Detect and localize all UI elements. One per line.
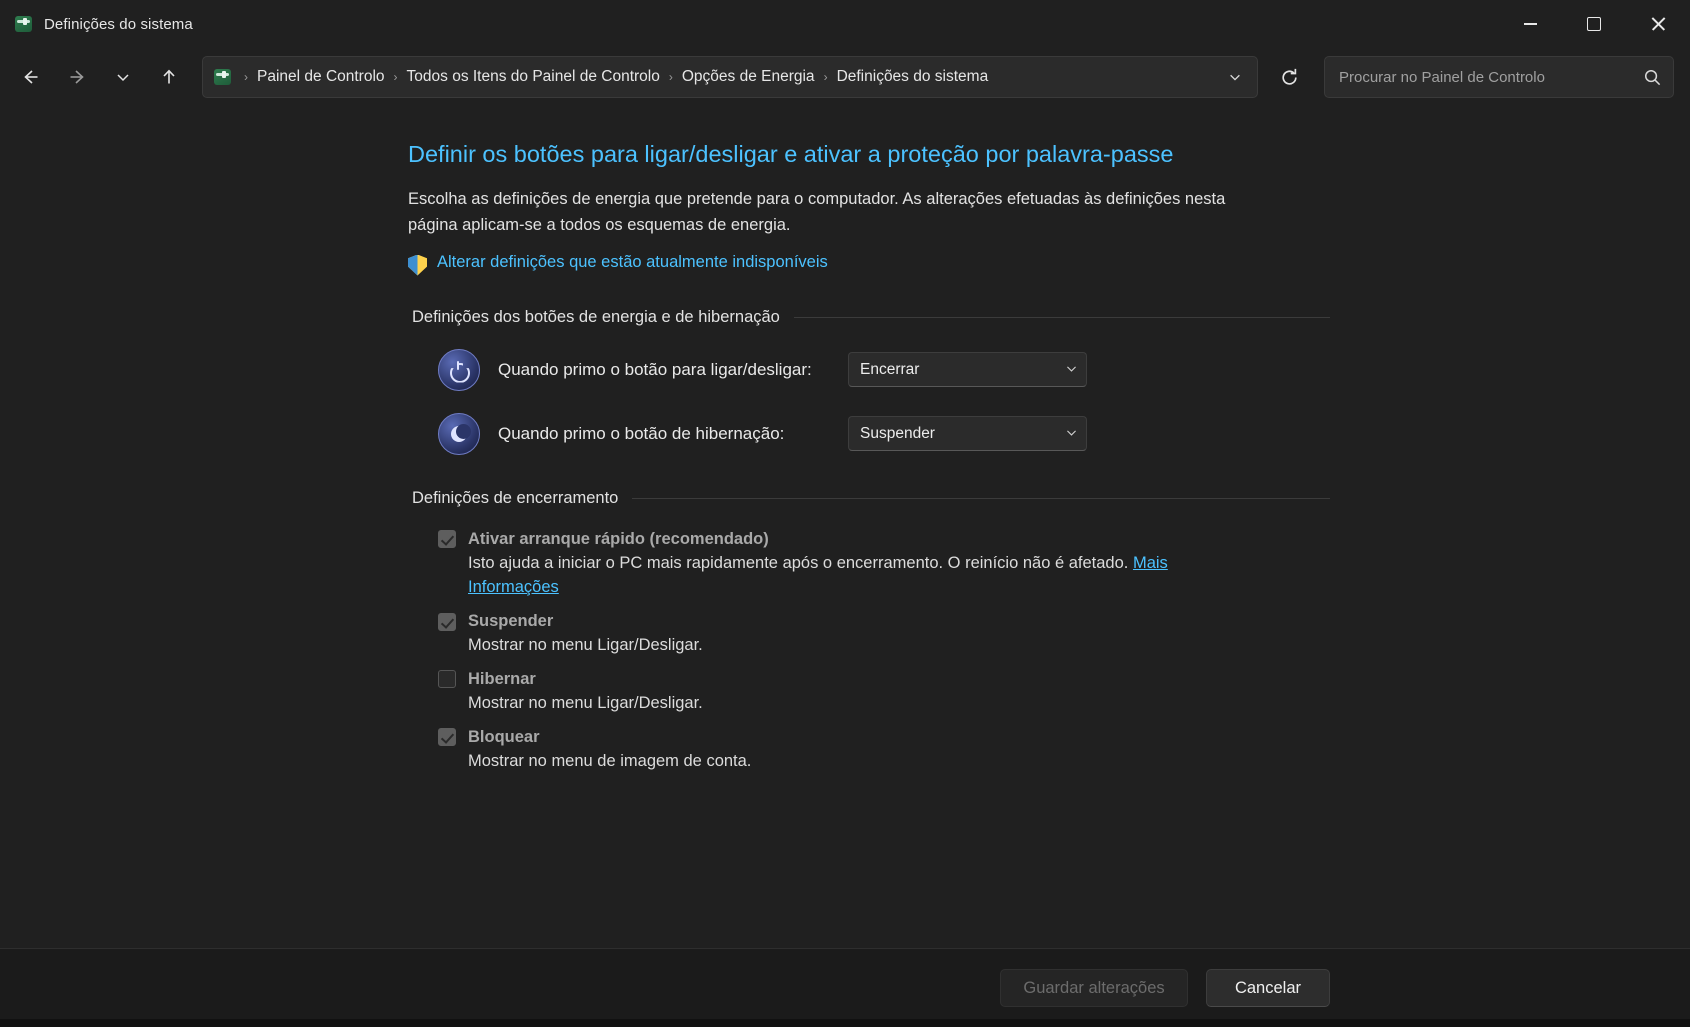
search-icon[interactable]	[1637, 62, 1667, 92]
fast-startup-checkbox[interactable]	[438, 530, 456, 548]
back-button[interactable]	[10, 58, 52, 96]
sleep-item	[438, 612, 1330, 658]
group-label: Definições dos botões de energia e de hibernação	[412, 307, 780, 326]
breadcrumb[interactable]	[202, 56, 1258, 98]
lock-label: Bloquear	[468, 727, 540, 746]
group-body	[412, 327, 1330, 483]
breadcrumb-dropdown-button[interactable]	[1217, 61, 1253, 93]
search-box[interactable]	[1324, 56, 1674, 98]
fast-startup-description-text: Isto ajuda a iniciar o PC mais rapidamente após o encerramento. O reinício não é afetado.	[468, 553, 1133, 572]
refresh-icon	[1279, 67, 1300, 88]
taskbar-edge	[0, 1019, 1690, 1027]
hibernate-description: Mostrar no menu Ligar/Desligar.	[468, 693, 703, 712]
save-changes-button[interactable]: Guardar alterações	[1000, 969, 1188, 1007]
minimize-icon	[1524, 23, 1537, 25]
forward-button[interactable]	[56, 58, 98, 96]
sleep-label: Suspender	[468, 612, 554, 630]
cancel-button[interactable]: Cancelar	[1206, 969, 1330, 1007]
hibernate-item	[438, 670, 1330, 716]
chevron-down-icon	[1228, 70, 1242, 84]
power-options-icon	[14, 14, 34, 34]
breadcrumb-item-control-panel[interactable]: Painel de Controlo	[257, 68, 385, 85]
sleep-line[interactable]	[438, 612, 1330, 631]
shutdown-settings-group	[412, 489, 1330, 792]
chevron-down-icon	[1065, 426, 1078, 442]
navigation-bar	[0, 48, 1690, 106]
breadcrumb-separator: ›	[823, 70, 828, 84]
window-title: Definições do sistema	[44, 15, 193, 33]
sleep-button-action-select[interactable]	[848, 416, 1087, 451]
change-unavailable-settings-link[interactable]: Alterar definições que estão atualmente indisponíveis	[437, 252, 828, 271]
breadcrumb-separator: ›	[668, 70, 673, 84]
breadcrumb-item-all-items[interactable]: Todos os Itens do Painel de Controlo	[406, 68, 660, 85]
power-button-icon	[438, 349, 480, 391]
breadcrumb-item-power-options[interactable]: Opções de Energia	[681, 68, 815, 85]
chevron-down-icon	[115, 69, 131, 85]
sleep-checkbox[interactable]	[438, 613, 456, 631]
settings-page	[0, 140, 1690, 791]
group-divider	[632, 498, 1330, 499]
page-description: Escolha as definições de energia que pretende para o computador. As alterações efetuadas às definições nesta página aplicam-se a todos os esquemas de energia.	[408, 190, 1226, 234]
shield-icon	[408, 255, 427, 276]
content-area	[0, 106, 1690, 948]
maximize-icon	[1587, 17, 1601, 31]
close-button[interactable]	[1626, 0, 1690, 48]
fast-startup-line[interactable]	[438, 530, 1330, 549]
up-button[interactable]	[148, 58, 190, 96]
group-body	[412, 508, 1330, 792]
lock-item	[438, 728, 1330, 774]
close-icon	[1651, 17, 1665, 31]
up-arrow-icon	[159, 67, 179, 87]
search-input[interactable]	[1337, 68, 1637, 87]
group-label: Definições de encerramento	[412, 488, 619, 507]
power-buttons-group	[412, 308, 1330, 483]
sleep-moon-icon	[438, 413, 480, 455]
breadcrumb-separator: ›	[244, 70, 248, 84]
power-button-action-select[interactable]	[848, 352, 1087, 387]
footer-actions	[0, 948, 1690, 1027]
sleep-button-setting-row	[438, 413, 1330, 455]
hibernate-checkbox[interactable]	[438, 670, 456, 688]
hibernate-label: Hibernar	[468, 669, 536, 688]
recent-locations-button[interactable]	[102, 58, 144, 96]
power-button-label: Quando primo o botão para ligar/desligar:	[498, 359, 812, 379]
back-arrow-icon	[21, 67, 41, 87]
breadcrumb-power-icon	[213, 67, 233, 87]
hibernate-line[interactable]	[438, 670, 1330, 689]
chevron-down-icon	[1065, 362, 1078, 378]
group-header	[412, 308, 1330, 327]
admin-link-row[interactable]	[408, 253, 1330, 276]
lock-checkbox[interactable]	[438, 728, 456, 746]
sleep-button-label: Quando primo o botão de hibernação:	[498, 423, 785, 443]
fast-startup-description	[438, 551, 1228, 601]
title-bar-left	[0, 14, 193, 34]
lock-description: Mostrar no menu de imagem de conta.	[468, 751, 752, 770]
title-bar	[0, 0, 1690, 48]
fast-startup-item	[438, 530, 1330, 601]
maximize-button[interactable]	[1562, 0, 1626, 48]
power-button-setting-row	[438, 349, 1330, 391]
group-divider	[794, 317, 1330, 318]
window-controls	[1498, 0, 1690, 48]
breadcrumb-separator: ›	[393, 70, 398, 84]
fast-startup-label: Ativar arranque rápido (recomendado)	[468, 529, 769, 548]
forward-arrow-icon	[67, 67, 87, 87]
minimize-button[interactable]	[1498, 0, 1562, 48]
group-header	[412, 489, 1330, 508]
sleep-button-action-value: Suspender	[860, 424, 935, 442]
refresh-button[interactable]	[1268, 58, 1310, 96]
page-title: Definir os botões para ligar/desligar e ativar a proteção por palavra-passe	[408, 141, 1174, 167]
lock-line[interactable]	[438, 728, 1330, 747]
more-info-link[interactable]: Mais Informações	[468, 553, 1168, 597]
breadcrumb-item-system-settings[interactable]: Definições do sistema	[836, 68, 989, 85]
sleep-description: Mostrar no menu Ligar/Desligar.	[468, 636, 703, 654]
power-button-action-value: Encerrar	[860, 360, 920, 378]
